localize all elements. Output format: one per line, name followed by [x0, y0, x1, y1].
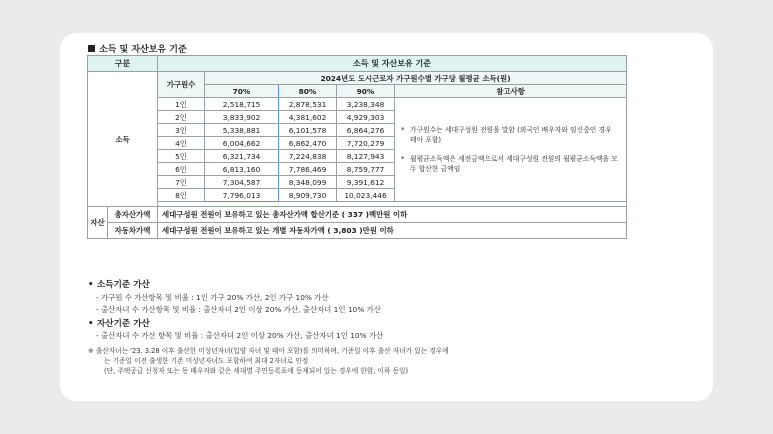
value-80: 7,224,838: [279, 150, 337, 163]
table-row: [88, 98, 627, 111]
footnote: ※ 출산자녀는 '23. 3.28 이후 출산한 미성년자녀(입양 자녀 및 태아 포함)를 의미하며, 기준일 이후 출산 자녀가 있는 경우에 는 기준일 이전 출생한 기존 미성년자녀도 포함하여 최대 2자녀로 인정 (단, 주택공급 신청자 또는 동 배우자와 같은 세대별 주민등록표에 등재되어 있는 경우에 한함, 이하 동일): [88, 346, 449, 375]
household-size: 8인: [158, 189, 205, 202]
header-category: 구분: [88, 56, 158, 72]
household-size: 1인: [158, 98, 205, 111]
household-size: 3인: [158, 124, 205, 137]
value-70: 6,321,734: [205, 150, 279, 163]
header-main: 소득 및 자산보유 기준: [158, 56, 627, 72]
bonus-section: [88, 278, 648, 376]
note-item: * 월평균소득액은 세전금액으로서 세대구성원 전원의 월평균소득액을 모두 합산한 금액임: [401, 154, 618, 173]
income-header: 2024년도 도시근로자 가구원수별 가구당 월평균 소득(원): [205, 72, 627, 85]
value-80: 8,909,730: [279, 189, 337, 202]
value-70: 2,518,715: [205, 98, 279, 111]
notes-header: 참고사항: [395, 85, 627, 98]
total-asset-value: 세대구성원 전원이 보유하고 있는 총자산가액 합산기준 ( 337 )백만원 이하: [158, 207, 627, 223]
value-70: 6,813,160: [205, 163, 279, 176]
value-70: 7,304,587: [205, 176, 279, 189]
vehicle-value-label: 자동차가액: [108, 223, 158, 239]
square-bullet-icon: [88, 45, 95, 52]
pct-90-header: 90%: [337, 85, 395, 98]
value-90: 10,023,446: [337, 189, 395, 202]
pct-80-header: 80%: [279, 85, 337, 98]
value-80: 7,786,469: [279, 163, 337, 176]
value-90: 8,127,943: [337, 150, 395, 163]
value-80: 6,101,578: [279, 124, 337, 137]
asset-bonus-item: - 출산자녀 수 가산 항목 및 비율 : 출산자녀 2인 이상 20% 가산, 출산자녀 1인 10% 가산: [96, 331, 384, 340]
household-size: 7인: [158, 176, 205, 189]
household-size-header: 가구원수: [158, 72, 205, 98]
value-90: 8,759,777: [337, 163, 395, 176]
household-size: 5인: [158, 150, 205, 163]
value-80: 8,348,099: [279, 176, 337, 189]
value-90: 9,391,612: [337, 176, 395, 189]
value-90: 7,720,279: [337, 137, 395, 150]
income-bonus-item: - 가구원 수 가산항목 및 비율 : 1인 가구 20% 가산, 2인 가구 10% 가산: [96, 292, 329, 302]
value-80: 6,862,470: [279, 137, 337, 150]
vehicle-value-value: 세대구성원 전원이 보유하고 있는 개별 자동차가액 ( 3,803 )만원 이하: [158, 223, 627, 239]
value-80: 2,878,531: [279, 98, 337, 111]
pct-70-header: 70%: [205, 85, 279, 98]
asset-bonus-title: • 자산기준 가산: [88, 318, 150, 329]
note-item: * 가구원수는 세대구성원 전원을 말함 (외국인 배우자와 임신중인 경우 태아 포함): [401, 125, 612, 144]
household-size: 4인: [158, 137, 205, 150]
value-70: 6,004,662: [205, 137, 279, 150]
income-label: 소득: [88, 72, 158, 207]
value-70: 3,833,902: [205, 111, 279, 124]
household-size: 2인: [158, 111, 205, 124]
value-90: 4,929,303: [337, 111, 395, 124]
notes-cell: [395, 98, 627, 202]
asset-label: 자산: [88, 207, 108, 239]
value-70: 5,338,881: [205, 124, 279, 137]
total-asset-label: 총자산가액: [108, 207, 158, 223]
value-90: 6,864,276: [337, 124, 395, 137]
value-80: 4,381,602: [279, 111, 337, 124]
criteria-table: [87, 55, 627, 239]
section-title: 소득 및 자산보유 기준: [88, 42, 187, 55]
value-70: 7,796,013: [205, 189, 279, 202]
value-90: 3,238,348: [337, 98, 395, 111]
income-bonus-title: • 소득기준 가산: [88, 280, 150, 290]
income-bonus-item: - 출산자녀 수 가산항목 및 비율 : 출산자녀 2인 이상 20% 가산, 출산자녀 1인 10% 가산: [96, 305, 381, 314]
household-size: 6인: [158, 163, 205, 176]
